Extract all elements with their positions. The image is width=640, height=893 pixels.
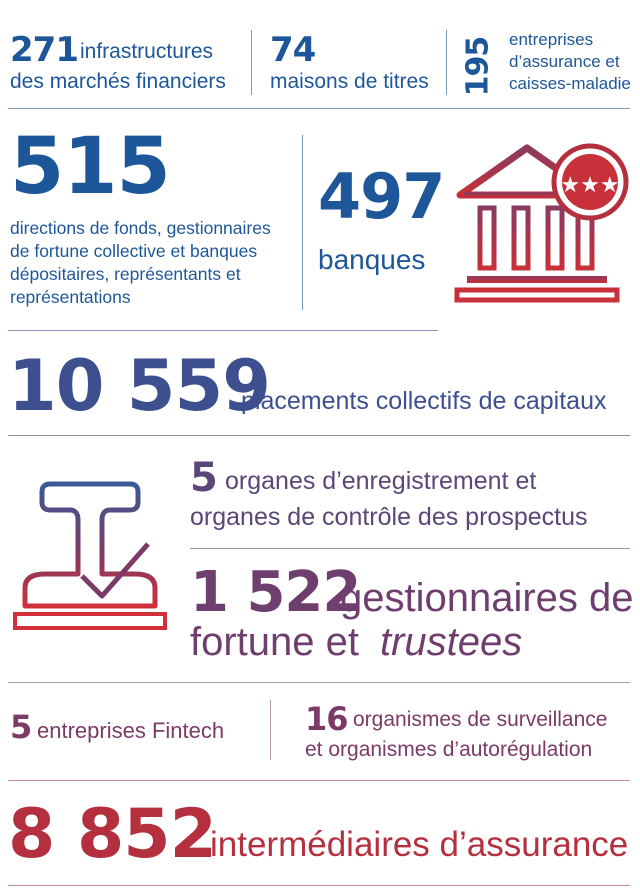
stat-number: 271 (10, 30, 78, 70)
stat-banques (318, 160, 448, 285)
divider (8, 108, 630, 109)
stat-assurance (460, 25, 638, 100)
stat-number: 1 522 (190, 560, 361, 625)
stat-label: d’assurance et (509, 52, 620, 71)
stat-label: des marchés financiers (10, 70, 226, 93)
stat-fintech (10, 708, 255, 758)
stat-label: organismes de surveillance (353, 708, 608, 731)
label-line: dépositaires, représentants et (10, 264, 241, 284)
stat-label: et organismes d’autorégulation (305, 738, 593, 761)
stat-intermediaires (8, 795, 638, 880)
stat-label: caisses-maladie (509, 74, 631, 93)
stat-surveillance (305, 700, 635, 770)
stat-gestionnaires (190, 560, 635, 670)
stat-organes (190, 455, 635, 535)
stat-label: placements collectifs de capitaux (241, 387, 607, 415)
stat-number: 10 559 (8, 345, 270, 427)
stat-number: 5 (10, 708, 32, 746)
stat-number: 16 (305, 700, 348, 738)
bank-with-stars-icon (452, 140, 637, 310)
stat-label: banques (318, 244, 426, 275)
stat-label (10, 217, 271, 309)
divider (302, 135, 303, 310)
stat-label: organes d’enregistrement et (225, 467, 537, 495)
stat-number: 8 852 (8, 795, 216, 874)
divider (8, 885, 630, 886)
label-line: représentations (10, 287, 131, 307)
stat-label: gestionnaires de (340, 576, 634, 620)
stat-placements (8, 345, 633, 425)
stat-label-italic: trustees (380, 620, 523, 664)
stat-label: infrastructures (80, 40, 214, 63)
divider (251, 30, 252, 95)
divider (8, 780, 630, 781)
divider (190, 548, 630, 549)
label-line: de fortune collective et banques (10, 241, 258, 261)
stat-number: 515 (10, 122, 170, 212)
stat-number: 5 (190, 455, 217, 501)
stat-label: entreprises Fintech (37, 718, 225, 743)
stat-number: 74 (270, 30, 316, 70)
stat-infrastructures (10, 28, 245, 98)
stat-label: entreprises (509, 30, 594, 49)
divider (446, 30, 447, 95)
stat-maisons-titres (270, 28, 435, 98)
label-line: directions de fonds, gestionnaires (10, 218, 271, 238)
stat-label: fortune et (190, 620, 360, 664)
stat-directions-fonds (10, 122, 295, 322)
stat-number: 195 (460, 36, 496, 97)
stat-label: organes de contrôle des prospectus (190, 503, 588, 531)
stamp-check-icon (10, 476, 175, 636)
divider (270, 700, 271, 760)
divider (8, 435, 630, 436)
svg-text:★★★: ★★★ (560, 173, 620, 198)
divider (8, 682, 630, 683)
stat-label: maisons de titres (270, 70, 429, 93)
divider (8, 330, 438, 331)
stat-label: intermédiaires d’assurance (210, 825, 629, 864)
stat-number: 497 (318, 160, 445, 233)
